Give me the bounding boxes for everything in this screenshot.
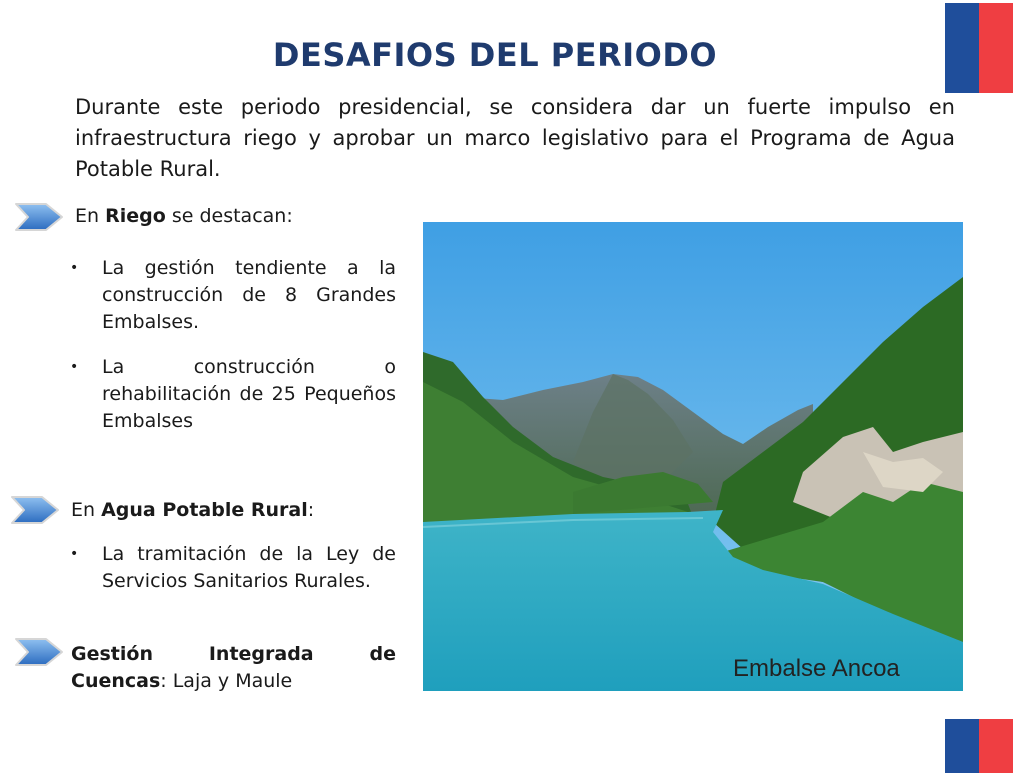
flag-decoration-bottom: [942, 716, 1016, 776]
arrow-bullet-icon: [10, 491, 62, 529]
bullet-dot: •: [70, 546, 79, 562]
list-item-riego-2: • La construcción o rehabilitación de 25 Pequeños Embalses: [70, 356, 396, 432]
reservoir-photo: [423, 222, 963, 691]
bullet-dot: •: [70, 260, 79, 276]
list-item-riego-1: • La gestión tendiente a la construcción de 8 Grandes Embalses.: [70, 257, 396, 333]
page-title: DESAFIOS DEL PERIODO: [272, 36, 718, 74]
landscape-illustration: [423, 222, 963, 691]
riego-heading-bold: Riego: [105, 205, 166, 227]
cuencas-bold: Gestión Integrada de Cuencas: [71, 643, 396, 692]
apr-heading: En Agua Potable Rural:: [71, 499, 315, 521]
list-item-apr-1: • La tramitación de la Ley de Servicios Sanitarios Rurales.: [70, 543, 396, 592]
cuencas-text: Gestión Integrada de Cuencas: Laja y Maule: [71, 643, 396, 692]
intro-paragraph: Durante este periodo presidencial, se considera dar un fuerte impulso en infraestructura riego y aprobar un marco legislativo para el Programa de Agua Potable Rural.: [75, 95, 955, 181]
apr-heading-bold: Agua Potable Rural: [101, 499, 308, 521]
bullet-dot: •: [70, 359, 79, 375]
arrow-bullet-icon: [14, 198, 66, 236]
photo-caption: Embalse Ancoa: [733, 655, 900, 682]
riego-heading: En Riego se destacan:: [75, 205, 293, 227]
arrow-bullet-icon: [14, 633, 66, 671]
